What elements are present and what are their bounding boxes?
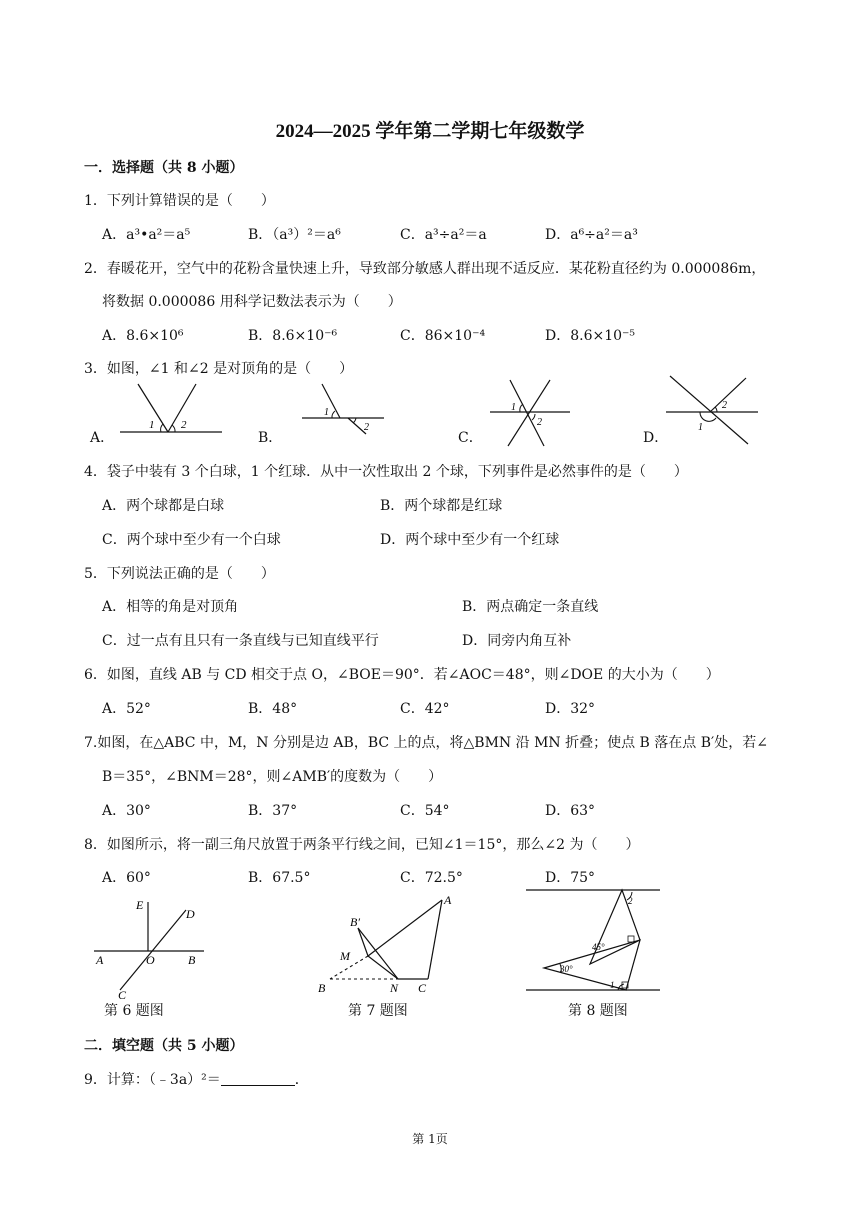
question-8-stem: 8．如图所示，将一副三角尺放置于两条平行线之间，已知∠1＝15°，那么∠2 为（ ） <box>84 837 640 853</box>
fig6-label-e: E <box>136 898 144 912</box>
q9-prefix: 9．计算：（﹣3a）²＝ <box>84 1072 221 1088</box>
q2-option-d: D．8.6×10⁻⁵ <box>545 328 636 344</box>
question-6-stem: 6．如图，直线 AB 与 CD 相交于点 O，∠BOE＝90°．若∠AOC＝48°，则∠DOE 的大小为（ ） <box>84 667 720 683</box>
q9-answer-blank[interactable] <box>221 1071 295 1086</box>
question-1-stem: 1．下列计算错误的是（ ） <box>84 193 275 209</box>
fig8-angle-2: 2 <box>628 896 633 906</box>
q6-option-c: C．42° <box>400 701 450 717</box>
figure-7-caption: 第 7 题图 <box>348 1003 408 1019</box>
q4-option-b: B．两个球都是红球 <box>380 498 503 514</box>
fig7-label-m: M <box>340 949 350 963</box>
figure-8 <box>524 886 664 996</box>
q4-option-c: C．两个球中至少有一个白球 <box>102 532 281 548</box>
section-fill-heading: 二．填空题（共 5 小题） <box>84 1038 244 1054</box>
q3-option-d: D． <box>643 430 669 446</box>
q3d-angle-2: 2 <box>722 400 727 411</box>
q3-option-a: A． <box>90 430 115 446</box>
fig6-label-c: C <box>118 988 127 1000</box>
q3-figure-c <box>488 376 572 450</box>
q3c-angle-1: 1 <box>511 402 516 413</box>
question-5-stem: 5．下列说法正确的是（ ） <box>84 566 275 582</box>
fig8-angle-30: 30° <box>560 964 573 974</box>
q4-option-a: A．两个球都是白球 <box>102 498 225 514</box>
q6-option-a: A．52° <box>102 701 151 717</box>
fig6-label-b: B <box>188 953 196 967</box>
page-title: 2024—2025 学年第二学期七年级数学 <box>275 121 585 142</box>
q8-option-c: C．72.5° <box>400 870 463 886</box>
q6-option-d: D．32° <box>545 701 596 717</box>
q1-option-a: A．a³•a²＝a⁵ <box>102 227 191 243</box>
figure-6-caption: 第 6 题图 <box>104 1003 164 1019</box>
question-9 <box>84 1069 309 1089</box>
q5-option-c: C．过一点有且只有一条直线与已知直线平行 <box>102 633 379 649</box>
fig7-label-a: A <box>444 893 452 907</box>
q3-option-b: B． <box>258 430 283 446</box>
q2-option-a: A．8.6×10⁶ <box>102 328 184 344</box>
q7-option-a: A．30° <box>102 803 151 819</box>
q8-option-d: D．75° <box>545 870 596 886</box>
fig6-label-o: O <box>146 953 155 967</box>
question-2-line2: 将数据 0.000086 用科学记数法表示为（ ） <box>102 294 402 310</box>
page-footer: 第 1页 <box>412 1132 448 1146</box>
q8-option-a: A．60° <box>102 870 151 886</box>
fig6-label-d: D <box>186 907 195 921</box>
q3b-angle-1: 1 <box>324 407 329 418</box>
fig7-label-c: C <box>418 981 427 995</box>
figure-7 <box>310 890 460 998</box>
q2-option-b: B．8.6×10⁻⁶ <box>248 328 338 344</box>
q1-option-b: B．（a³）²＝a⁶ <box>248 227 341 243</box>
fig7-label-n: N <box>390 981 399 995</box>
q1-option-d: D．a⁶÷a²＝a³ <box>545 227 638 243</box>
q9-suffix: ． <box>294 1072 309 1088</box>
question-4-stem: 4．袋子中装有 3 个白球，1 个红球．从中一次性取出 2 个球，下列事件是必然事件的是（ ） <box>84 464 688 480</box>
q6-option-b: B．48° <box>248 701 298 717</box>
question-2-line1: 2．春暖花开，空气中的花粉含量快速上升，导致部分敏感人群出现不适反应．某花粉直径约为 0.000086m， <box>84 261 766 277</box>
q3a-angle-2: 2 <box>181 419 187 431</box>
fig7-label-b: B <box>318 981 326 995</box>
question-7-line1: 7.如图，在△ABC 中，M，N 分别是边 AB，BC 上的点，将△BMN 沿 MN 折叠；使点 B 落在点 B′处，若∠ <box>84 735 768 751</box>
question-7-line2: B＝35°，∠BNM＝28°，则∠AMB′的度数为（ ） <box>102 769 443 785</box>
q3a-angle-1: 1 <box>149 419 155 431</box>
fig6-label-a: A <box>96 953 104 967</box>
q2-option-c: C．86×10⁻⁴ <box>400 328 486 344</box>
q3b-angle-2: 2 <box>364 422 369 433</box>
q3-figure-b <box>298 380 388 436</box>
question-3-stem: 3．如图，∠1 和∠2 是对顶角的是（ ） <box>84 361 354 377</box>
q3d-angle-1: 1 <box>698 422 703 433</box>
q5-option-a: A．相等的角是对顶角 <box>102 599 239 615</box>
q3c-angle-2: 2 <box>537 417 542 428</box>
q3-option-c: C． <box>458 430 483 446</box>
q5-option-d: D．同旁内角互补 <box>462 633 572 649</box>
fig8-angle-45: 45° <box>592 942 605 952</box>
section-choice-heading: 一．选择题（共 8 小题） <box>84 160 244 176</box>
q7-option-d: D．63° <box>545 803 596 819</box>
q5-option-b: B．两点确定一条直线 <box>462 599 599 615</box>
q8-option-b: B．67.5° <box>248 870 311 886</box>
q4-option-d: D．两个球中至少有一个红球 <box>380 532 560 548</box>
fig7-label-bprime: B′ <box>350 915 360 929</box>
figure-6 <box>90 894 210 1000</box>
figure-8-caption: 第 8 题图 <box>568 1003 628 1019</box>
q7-option-c: C．54° <box>400 803 450 819</box>
q3-figure-d <box>664 374 760 448</box>
fig8-angle-1: 1 <box>610 980 615 990</box>
q1-option-c: C．a³÷a²＝a <box>400 227 487 243</box>
q3-figure-a <box>116 380 226 436</box>
q7-option-b: B．37° <box>248 803 298 819</box>
